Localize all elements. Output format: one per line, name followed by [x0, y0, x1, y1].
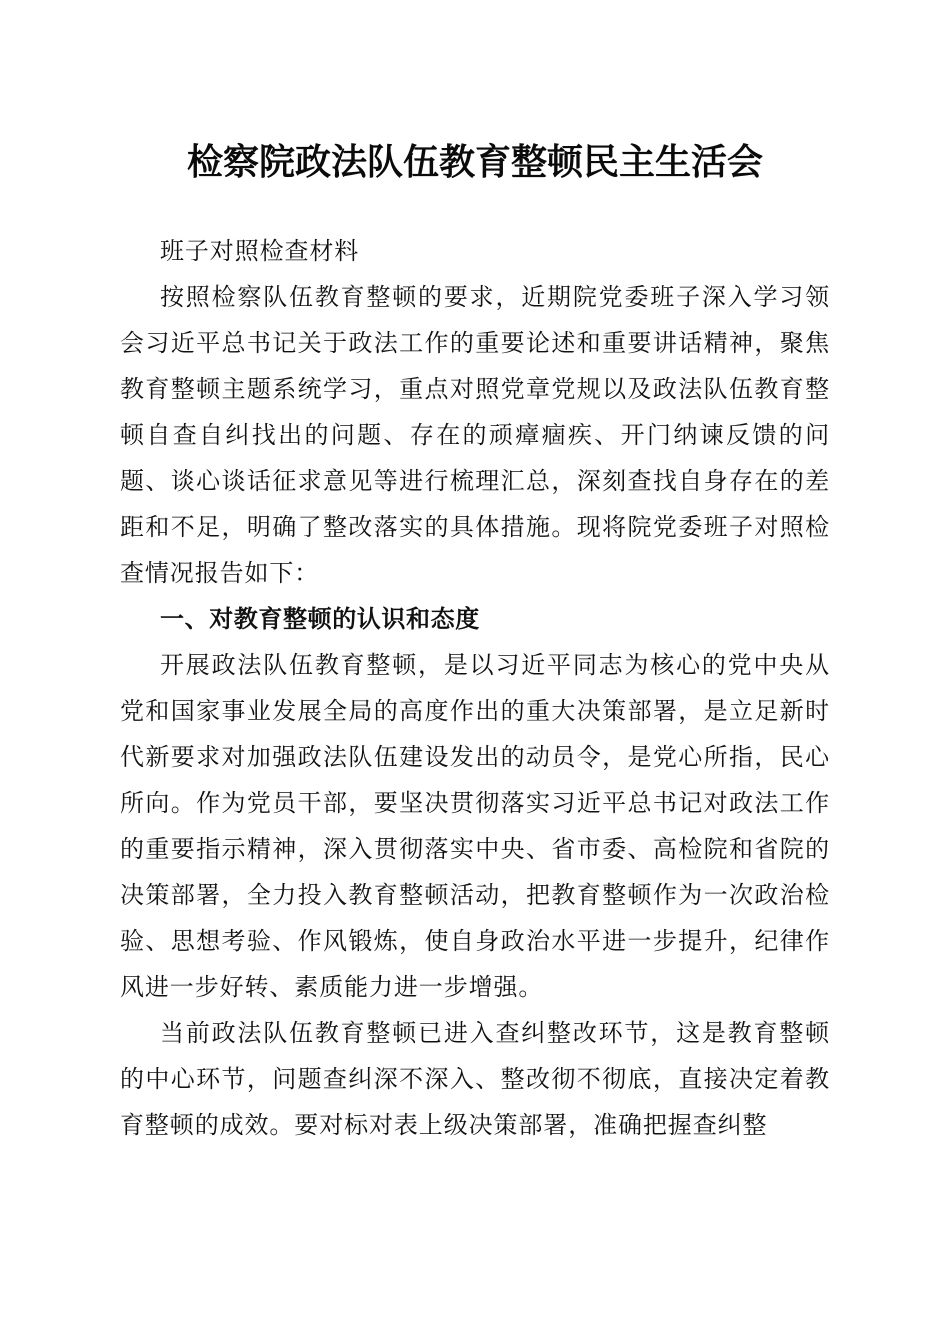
body-paragraph: 开展政法队伍教育整顿，是以习近平同志为核心的党中央从党和国家事业发展全局的高度作出的重大决策部署，是立足新时代新要求对加强政法队伍建设发出的动员令，是党心所指，民心所向。作为党员干部，要坚决贯彻落实习近平总书记对政法工作的重要指示精神，深入贯彻落实中央、省市委、高检院和省院的决策部署，全力投入教育整顿活动，把教育整顿作为一次政治检验、思想考验、作风锻炼，使自身政治水平进一步提升，纪律作风进一步好转、素质能力进一步增强。 — [120, 651, 830, 1001]
document-subtitle: 班子对照检查材料 — [160, 237, 360, 265]
body-paragraph: 当前政法队伍教育整顿已进入查纠整改环节，这是教育整顿的中心环节，问题查纠深不深入、整改彻不彻底，直接决定着教育整顿的成效。要对标对表上级决策部署，准确把握查纠整 — [120, 1019, 830, 1139]
document-body — [120, 228, 830, 1148]
section-heading: 一、对教育整顿的认识和态度 — [160, 605, 480, 633]
document-title: 检察院政法队伍教育整顿民主生活会 — [186, 141, 763, 183]
intro-paragraph: 按照检察队伍教育整顿的要求，近期院党委班子深入学习领会习近平总书记关于政法工作的重要论述和重要讲话精神，聚焦教育整顿主题系统学习，重点对照党章党规以及政法队伍教育整顿自查自纠找出的问题、存在的顽瘴痼疾、开门纳谏反馈的问题、谈心谈话征求意见等进行梳理汇总，深刻查找自身存在的差距和不足，明确了整改落实的具体措施。现将院党委班子对照检查情况报告如下： — [120, 283, 830, 587]
